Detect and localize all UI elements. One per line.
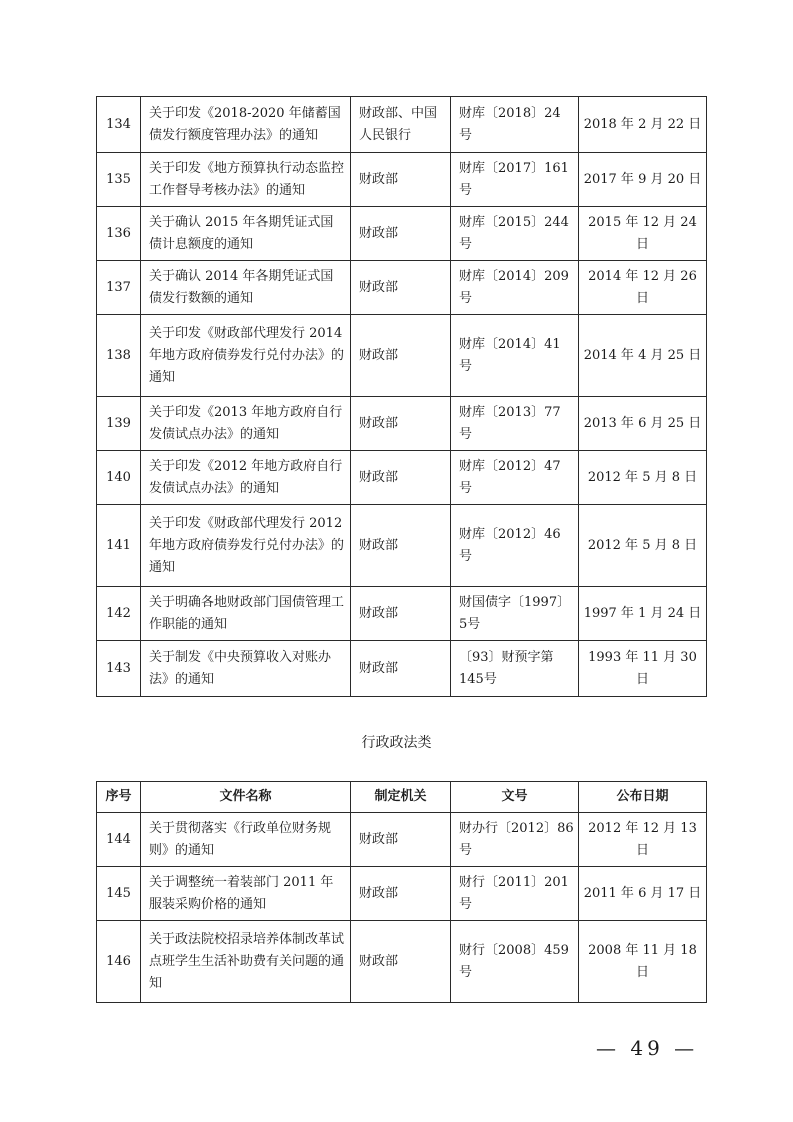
cell-serial-number: 135 [97,153,141,207]
cell-issuing-authority: 财政部 [351,505,451,587]
cell-document-name: 关于印发《地方预算执行动态监控工作督导考核办法》的通知 [141,153,351,207]
header-publish-date: 公布日期 [579,782,707,813]
table-row [97,397,707,451]
cell-publish-date: 2015 年 12 月 24 日 [579,207,707,261]
cell-serial-number: 140 [97,451,141,505]
cell-document-number: 财库〔2014〕209 号 [451,261,579,315]
cell-publish-date: 1997 年 1 月 24 日 [579,587,707,641]
header-serial-number: 序号 [97,782,141,813]
table-row [97,505,707,587]
cell-publish-date: 2014 年 12 月 26 日 [579,261,707,315]
cell-issuing-authority: 财政部 [351,921,451,1003]
cell-document-number: 财库〔2018〕24 号 [451,97,579,153]
cell-serial-number: 138 [97,315,141,397]
cell-serial-number: 143 [97,641,141,697]
table-row [97,153,707,207]
cell-publish-date: 2012 年 5 月 8 日 [579,505,707,587]
cell-serial-number: 134 [97,97,141,153]
cell-serial-number: 137 [97,261,141,315]
cell-document-number: 财行〔2008〕459 号 [451,921,579,1003]
cell-issuing-authority: 财政部 [351,315,451,397]
cell-serial-number: 142 [97,587,141,641]
cell-issuing-authority: 财政部 [351,641,451,697]
cell-publish-date: 2017 年 9 月 20 日 [579,153,707,207]
cell-issuing-authority: 财政部 [351,207,451,261]
cell-document-name: 关于印发《财政部代理发行 2014 年地方政府债券发行兑付办法》的通知 [141,315,351,397]
cell-publish-date: 2012 年 5 月 8 日 [579,451,707,505]
cell-document-number: 财行〔2011〕201 号 [451,867,579,921]
cell-serial-number: 144 [97,813,141,867]
administrative-law-table [96,781,707,1003]
cell-document-name: 关于确认 2015 年各期凭证式国债计息额度的通知 [141,207,351,261]
regulations-table-continued [96,96,707,697]
table-row [97,315,707,397]
cell-publish-date: 2014 年 4 月 25 日 [579,315,707,397]
cell-issuing-authority: 财政部 [351,451,451,505]
cell-document-name: 关于调整统一着装部门 2011 年服装采购价格的通知 [141,867,351,921]
cell-document-name: 关于制发《中央预算收入对账办法》的通知 [141,641,351,697]
cell-publish-date: 2013 年 6 月 25 日 [579,397,707,451]
cell-document-number: 财库〔2013〕77 号 [451,397,579,451]
cell-publish-date: 2008 年 11 月 18 日 [579,921,707,1003]
cell-document-name: 关于确认 2014 年各期凭证式国债发行数额的通知 [141,261,351,315]
section-title: 行政政法类 [361,735,432,751]
table-row [97,207,707,261]
cell-issuing-authority: 财政部 [351,153,451,207]
cell-publish-date: 1993 年 11 月 30 日 [579,641,707,697]
cell-document-number: 〔93〕财预字第 145号 [451,641,579,697]
cell-serial-number: 136 [97,207,141,261]
cell-document-name: 关于印发《2013 年地方政府自行发债试点办法》的通知 [141,397,351,451]
table-header-row [97,782,707,813]
cell-document-name: 关于明确各地财政部门国债管理工作职能的通知 [141,587,351,641]
cell-serial-number: 139 [97,397,141,451]
table-row [97,451,707,505]
cell-issuing-authority: 财政部 [351,261,451,315]
table-row [97,641,707,697]
table-body [97,813,707,1003]
cell-publish-date: 2012 年 12 月 13 日 [579,813,707,867]
cell-document-number: 财库〔2012〕46 号 [451,505,579,587]
cell-document-name: 关于政法院校招录培养体制改革试点班学生生活补助费有关问题的通知 [141,921,351,1003]
cell-issuing-authority: 财政部 [351,867,451,921]
cell-document-number: 财库〔2012〕47 号 [451,451,579,505]
table-row [97,587,707,641]
table-row [97,97,707,153]
table-row [97,813,707,867]
page-number: — 49 — [596,1036,699,1060]
cell-serial-number: 141 [97,505,141,587]
table-row [97,867,707,921]
cell-document-name: 关于印发《财政部代理发行 2012 年地方政府债券发行兑付办法》的通知 [141,505,351,587]
header-document-name: 文件名称 [141,782,351,813]
cell-document-name: 关于印发《2018-2020 年储蓄国债发行额度管理办法》的通知 [141,97,351,153]
table-row [97,921,707,1003]
cell-issuing-authority: 财政部 [351,587,451,641]
cell-document-number: 财库〔2017〕161 号 [451,153,579,207]
table-row [97,261,707,315]
cell-document-number: 财库〔2015〕244 号 [451,207,579,261]
cell-issuing-authority: 财政部、中国人民银行 [351,97,451,153]
cell-serial-number: 145 [97,867,141,921]
table-body [97,97,707,697]
header-issuing-authority: 制定机关 [351,782,451,813]
cell-document-number: 财办行〔2012〕86号 [451,813,579,867]
cell-serial-number: 146 [97,921,141,1003]
cell-issuing-authority: 财政部 [351,813,451,867]
cell-document-number: 财库〔2014〕41 号 [451,315,579,397]
cell-issuing-authority: 财政部 [351,397,451,451]
cell-document-name: 关于贯彻落实《行政单位财务规则》的通知 [141,813,351,867]
cell-publish-date: 2018 年 2 月 22 日 [579,97,707,153]
cell-document-name: 关于印发《2012 年地方政府自行发债试点办法》的通知 [141,451,351,505]
header-document-number: 文号 [451,782,579,813]
cell-document-number: 财国债字〔1997〕5号 [451,587,579,641]
cell-publish-date: 2011 年 6 月 17 日 [579,867,707,921]
